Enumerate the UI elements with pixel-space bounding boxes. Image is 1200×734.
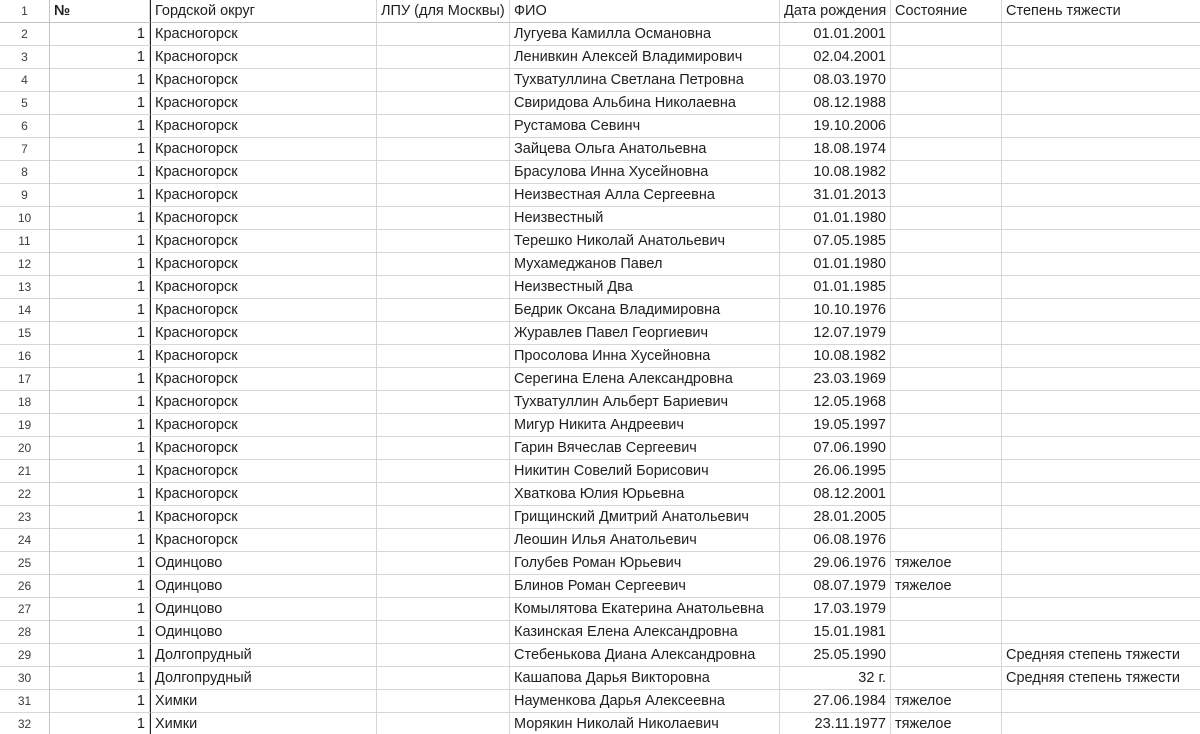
cell-state[interactable] xyxy=(891,276,1002,299)
cell-no[interactable]: 1 xyxy=(50,391,150,414)
cell-okrug[interactable]: Красногорск xyxy=(150,138,377,161)
cell-lpu[interactable] xyxy=(377,460,510,483)
cell-state[interactable]: тяжелое xyxy=(891,690,1002,713)
cell-okrug[interactable]: Долгопрудный xyxy=(150,644,377,667)
row-number[interactable]: 22 xyxy=(0,483,50,506)
cell-state[interactable] xyxy=(891,644,1002,667)
cell-okrug[interactable]: Долгопрудный xyxy=(150,667,377,690)
row-number[interactable]: 18 xyxy=(0,391,50,414)
cell-dob[interactable]: 27.06.1984 xyxy=(780,690,891,713)
cell-fio[interactable]: Брасулова Инна Хусейновна xyxy=(510,161,780,184)
table-row xyxy=(0,69,1200,92)
cell-no[interactable]: 1 xyxy=(50,368,150,391)
header-cell-dob[interactable]: Дата рождения xyxy=(780,0,891,23)
row-number[interactable]: 1 xyxy=(0,0,50,23)
cell-state[interactable] xyxy=(891,368,1002,391)
cell-lpu[interactable] xyxy=(377,690,510,713)
cell-state[interactable] xyxy=(891,345,1002,368)
cell-no[interactable]: 1 xyxy=(50,414,150,437)
cell-state[interactable] xyxy=(891,184,1002,207)
table-row xyxy=(0,690,1200,713)
cell-okrug[interactable]: Красногорск xyxy=(150,345,377,368)
cell-no[interactable]: 1 xyxy=(50,46,150,69)
cell-lpu[interactable] xyxy=(377,322,510,345)
table-row xyxy=(0,437,1200,460)
cell-lpu[interactable] xyxy=(377,414,510,437)
cell-state[interactable] xyxy=(891,437,1002,460)
cell-fio[interactable]: Кашапова Дарья Викторовна xyxy=(510,667,780,690)
cell-okrug[interactable]: Красногорск xyxy=(150,506,377,529)
cell-severity[interactable] xyxy=(1002,276,1200,299)
row-number[interactable]: 14 xyxy=(0,299,50,322)
cell-lpu[interactable] xyxy=(377,483,510,506)
table-row xyxy=(0,575,1200,598)
cell-severity[interactable] xyxy=(1002,184,1200,207)
cell-no[interactable]: 1 xyxy=(50,23,150,46)
table-row xyxy=(0,184,1200,207)
cell-state[interactable] xyxy=(891,299,1002,322)
cell-lpu[interactable] xyxy=(377,345,510,368)
row-number[interactable]: 5 xyxy=(0,92,50,115)
row-number[interactable]: 30 xyxy=(0,667,50,690)
cell-fio[interactable]: Науменкова Дарья Алексеевна xyxy=(510,690,780,713)
table-row xyxy=(0,345,1200,368)
cell-lpu[interactable] xyxy=(377,713,510,734)
cell-okrug[interactable]: Красногорск xyxy=(150,299,377,322)
cell-okrug[interactable]: Красногорск xyxy=(150,322,377,345)
row-number[interactable]: 32 xyxy=(0,713,50,734)
table-row xyxy=(0,391,1200,414)
cell-no[interactable]: 1 xyxy=(50,69,150,92)
cell-lpu[interactable] xyxy=(377,552,510,575)
table-row xyxy=(0,713,1200,734)
cell-no[interactable]: 1 xyxy=(50,713,150,734)
cell-no[interactable]: 1 xyxy=(50,575,150,598)
cell-dob[interactable]: 31.01.2013 xyxy=(780,184,891,207)
row-number[interactable]: 29 xyxy=(0,644,50,667)
cell-severity[interactable] xyxy=(1002,115,1200,138)
cell-state[interactable] xyxy=(891,506,1002,529)
cell-dob[interactable]: 07.05.1985 xyxy=(780,230,891,253)
cell-fio[interactable]: Свиридова Альбина Николаевна xyxy=(510,92,780,115)
cell-okrug[interactable]: Красногорск xyxy=(150,414,377,437)
cell-fio[interactable]: Хваткова Юлия Юрьевна xyxy=(510,483,780,506)
cell-dob[interactable]: 17.03.1979 xyxy=(780,598,891,621)
cell-severity[interactable] xyxy=(1002,23,1200,46)
cell-severity[interactable] xyxy=(1002,161,1200,184)
cell-dob[interactable]: 12.05.1968 xyxy=(780,391,891,414)
table-row xyxy=(0,230,1200,253)
cell-state[interactable] xyxy=(891,138,1002,161)
cell-okrug[interactable]: Красногорск xyxy=(150,230,377,253)
cell-state[interactable] xyxy=(891,391,1002,414)
row-number[interactable]: 4 xyxy=(0,69,50,92)
cell-severity[interactable] xyxy=(1002,690,1200,713)
cell-lpu[interactable] xyxy=(377,644,510,667)
cell-no[interactable]: 1 xyxy=(50,529,150,552)
row-number[interactable]: 11 xyxy=(0,230,50,253)
table-row xyxy=(0,92,1200,115)
cell-fio[interactable]: Неизвестный xyxy=(510,207,780,230)
cell-state[interactable] xyxy=(891,23,1002,46)
cell-lpu[interactable] xyxy=(377,253,510,276)
table-row xyxy=(0,529,1200,552)
cell-severity[interactable] xyxy=(1002,391,1200,414)
cell-no[interactable]: 1 xyxy=(50,115,150,138)
cell-okrug[interactable]: Красногорск xyxy=(150,115,377,138)
row-number[interactable]: 2 xyxy=(0,23,50,46)
cell-dob[interactable]: 08.12.2001 xyxy=(780,483,891,506)
cell-state[interactable] xyxy=(891,92,1002,115)
cell-severity[interactable] xyxy=(1002,69,1200,92)
cell-fio[interactable]: Мигур Никита Андреевич xyxy=(510,414,780,437)
cell-lpu[interactable] xyxy=(377,161,510,184)
cell-severity[interactable] xyxy=(1002,414,1200,437)
cell-lpu[interactable] xyxy=(377,621,510,644)
cell-fio[interactable]: Леошин Илья Анатольевич xyxy=(510,529,780,552)
cell-okrug[interactable]: Красногорск xyxy=(150,253,377,276)
cell-lpu[interactable] xyxy=(377,437,510,460)
cell-lpu[interactable] xyxy=(377,598,510,621)
cell-lpu[interactable] xyxy=(377,391,510,414)
table-row xyxy=(0,207,1200,230)
cell-severity[interactable] xyxy=(1002,483,1200,506)
cell-no[interactable]: 1 xyxy=(50,667,150,690)
cell-okrug[interactable]: Одинцово xyxy=(150,598,377,621)
cell-okrug[interactable]: Химки xyxy=(150,690,377,713)
cell-fio[interactable]: Терешко Николай Анатольевич xyxy=(510,230,780,253)
cell-no[interactable]: 1 xyxy=(50,276,150,299)
cell-dob[interactable]: 25.05.1990 xyxy=(780,644,891,667)
cell-no[interactable]: 1 xyxy=(50,552,150,575)
table-row xyxy=(0,598,1200,621)
header-cell-no[interactable]: № xyxy=(50,0,150,23)
cell-okrug[interactable]: Красногорск xyxy=(150,460,377,483)
cell-state[interactable] xyxy=(891,253,1002,276)
cell-severity[interactable] xyxy=(1002,46,1200,69)
cell-severity[interactable]: Средняя степень тяжести xyxy=(1002,667,1200,690)
cell-dob[interactable]: 01.01.1980 xyxy=(780,253,891,276)
cell-fio[interactable]: Тухватуллин Альберт Бариевич xyxy=(510,391,780,414)
row-number[interactable]: 27 xyxy=(0,598,50,621)
cell-fio[interactable]: Неизвестная Алла Сергеевна xyxy=(510,184,780,207)
cell-fio[interactable]: Морякин Николай Николаевич xyxy=(510,713,780,734)
cell-lpu[interactable] xyxy=(377,23,510,46)
cell-state[interactable] xyxy=(891,69,1002,92)
cell-dob[interactable]: 02.04.2001 xyxy=(780,46,891,69)
header-row xyxy=(0,0,1200,23)
cell-state[interactable] xyxy=(891,322,1002,345)
cell-severity[interactable] xyxy=(1002,299,1200,322)
header-cell-okrug[interactable]: Гордской округ xyxy=(150,0,377,23)
cell-fio[interactable]: Казинская Елена Александровна xyxy=(510,621,780,644)
cell-no[interactable]: 1 xyxy=(50,690,150,713)
cell-okrug[interactable]: Красногорск xyxy=(150,276,377,299)
cell-no[interactable]: 1 xyxy=(50,207,150,230)
cell-dob[interactable]: 23.03.1969 xyxy=(780,368,891,391)
cell-severity[interactable] xyxy=(1002,207,1200,230)
cell-severity[interactable] xyxy=(1002,506,1200,529)
cell-dob[interactable]: 08.12.1988 xyxy=(780,92,891,115)
cell-severity[interactable] xyxy=(1002,368,1200,391)
cell-fio[interactable]: Тухватуллина Светлана Петровна xyxy=(510,69,780,92)
row-number[interactable]: 12 xyxy=(0,253,50,276)
cell-dob[interactable]: 26.06.1995 xyxy=(780,460,891,483)
cell-dob[interactable]: 01.01.2001 xyxy=(780,23,891,46)
cell-dob[interactable]: 12.07.1979 xyxy=(780,322,891,345)
cell-lpu[interactable] xyxy=(377,575,510,598)
table-row xyxy=(0,276,1200,299)
row-number[interactable]: 6 xyxy=(0,115,50,138)
cell-no[interactable]: 1 xyxy=(50,230,150,253)
cell-fio[interactable]: Мухамеджанов Павел xyxy=(510,253,780,276)
cell-dob[interactable]: 15.01.1981 xyxy=(780,621,891,644)
cell-severity[interactable] xyxy=(1002,138,1200,161)
cell-okrug[interactable]: Красногорск xyxy=(150,184,377,207)
cell-dob[interactable]: 08.03.1970 xyxy=(780,69,891,92)
cell-dob[interactable]: 07.06.1990 xyxy=(780,437,891,460)
cell-okrug[interactable]: Химки xyxy=(150,713,377,734)
header-cell-lpu[interactable]: ЛПУ (для Москвы) xyxy=(377,0,510,23)
cell-dob[interactable]: 23.11.1977 xyxy=(780,713,891,734)
cell-no[interactable]: 1 xyxy=(50,598,150,621)
row-number[interactable]: 31 xyxy=(0,690,50,713)
row-number[interactable]: 20 xyxy=(0,437,50,460)
cell-state[interactable] xyxy=(891,161,1002,184)
cell-state[interactable]: тяжелое xyxy=(891,552,1002,575)
table-row xyxy=(0,506,1200,529)
cell-fio[interactable]: Лугуева Камилла Османовна xyxy=(510,23,780,46)
cell-fio[interactable]: Бедрик Оксана Владимировна xyxy=(510,299,780,322)
cell-okrug[interactable]: Красногорск xyxy=(150,437,377,460)
header-cell-fio[interactable]: ФИО xyxy=(510,0,780,23)
row-number[interactable]: 25 xyxy=(0,552,50,575)
cell-severity[interactable] xyxy=(1002,253,1200,276)
cell-dob[interactable]: 19.10.2006 xyxy=(780,115,891,138)
cell-dob[interactable]: 19.05.1997 xyxy=(780,414,891,437)
cell-dob[interactable]: 10.08.1982 xyxy=(780,161,891,184)
cell-dob[interactable]: 32 г. xyxy=(780,667,891,690)
row-number[interactable]: 10 xyxy=(0,207,50,230)
cell-no[interactable]: 1 xyxy=(50,299,150,322)
cell-okrug[interactable]: Красногорск xyxy=(150,529,377,552)
cell-severity[interactable] xyxy=(1002,345,1200,368)
cell-dob[interactable]: 10.10.1976 xyxy=(780,299,891,322)
header-cell-severity[interactable]: Степень тяжести xyxy=(1002,0,1200,23)
cell-state[interactable] xyxy=(891,115,1002,138)
cell-no[interactable]: 1 xyxy=(50,621,150,644)
cell-lpu[interactable] xyxy=(377,46,510,69)
table-row xyxy=(0,644,1200,667)
table-row xyxy=(0,115,1200,138)
cell-okrug[interactable]: Красногорск xyxy=(150,368,377,391)
cell-no[interactable]: 1 xyxy=(50,506,150,529)
cell-fio[interactable]: Ленивкин Алексей Владимирович xyxy=(510,46,780,69)
row-number[interactable]: 16 xyxy=(0,345,50,368)
cell-okrug[interactable]: Красногорск xyxy=(150,69,377,92)
cell-fio[interactable]: Просолова Инна Хусейновна xyxy=(510,345,780,368)
cell-okrug[interactable]: Одинцово xyxy=(150,552,377,575)
row-number[interactable]: 17 xyxy=(0,368,50,391)
cell-severity[interactable] xyxy=(1002,552,1200,575)
table-row xyxy=(0,138,1200,161)
cell-state[interactable] xyxy=(891,207,1002,230)
table-row xyxy=(0,299,1200,322)
table-row xyxy=(0,460,1200,483)
cell-severity[interactable] xyxy=(1002,598,1200,621)
cell-severity[interactable] xyxy=(1002,460,1200,483)
cell-no[interactable]: 1 xyxy=(50,92,150,115)
cell-severity[interactable] xyxy=(1002,529,1200,552)
cell-no[interactable]: 1 xyxy=(50,161,150,184)
cell-no[interactable]: 1 xyxy=(50,322,150,345)
cell-fio[interactable]: Зайцева Ольга Анатольевна xyxy=(510,138,780,161)
row-number[interactable]: 7 xyxy=(0,138,50,161)
row-number[interactable]: 13 xyxy=(0,276,50,299)
cell-okrug[interactable]: Красногорск xyxy=(150,161,377,184)
cell-state[interactable] xyxy=(891,46,1002,69)
cell-lpu[interactable] xyxy=(377,207,510,230)
table-row xyxy=(0,161,1200,184)
cell-state[interactable]: тяжелое xyxy=(891,713,1002,734)
cell-lpu[interactable] xyxy=(377,69,510,92)
cell-fio[interactable]: Серегина Елена Александровна xyxy=(510,368,780,391)
cell-okrug[interactable]: Красногорск xyxy=(150,92,377,115)
cell-state[interactable] xyxy=(891,230,1002,253)
cell-dob[interactable]: 01.01.1985 xyxy=(780,276,891,299)
cell-lpu[interactable] xyxy=(377,138,510,161)
cell-dob[interactable]: 01.01.1980 xyxy=(780,207,891,230)
cell-okrug[interactable]: Красногорск xyxy=(150,391,377,414)
cell-no[interactable]: 1 xyxy=(50,138,150,161)
table-row xyxy=(0,23,1200,46)
table-row xyxy=(0,322,1200,345)
cell-severity[interactable] xyxy=(1002,621,1200,644)
cell-okrug[interactable]: Одинцово xyxy=(150,621,377,644)
cell-fio[interactable]: Никитин Совелий Борисович xyxy=(510,460,780,483)
table-row xyxy=(0,46,1200,69)
table-row xyxy=(0,414,1200,437)
table-row xyxy=(0,483,1200,506)
cell-no[interactable]: 1 xyxy=(50,345,150,368)
cell-lpu[interactable] xyxy=(377,506,510,529)
table-row xyxy=(0,368,1200,391)
cell-okrug[interactable]: Красногорск xyxy=(150,483,377,506)
cell-dob[interactable]: 10.08.1982 xyxy=(780,345,891,368)
table-row xyxy=(0,621,1200,644)
cell-fio[interactable]: Блинов Роман Сергеевич xyxy=(510,575,780,598)
cell-lpu[interactable] xyxy=(377,184,510,207)
cell-state[interactable] xyxy=(891,598,1002,621)
cell-no[interactable]: 1 xyxy=(50,483,150,506)
cell-okrug[interactable]: Красногорск xyxy=(150,46,377,69)
table-row xyxy=(0,253,1200,276)
cell-dob[interactable]: 08.07.1979 xyxy=(780,575,891,598)
cell-lpu[interactable] xyxy=(377,667,510,690)
cell-lpu[interactable] xyxy=(377,276,510,299)
row-number[interactable]: 15 xyxy=(0,322,50,345)
cell-severity[interactable] xyxy=(1002,575,1200,598)
cell-okrug[interactable]: Красногорск xyxy=(150,207,377,230)
cell-fio[interactable]: Журавлев Павел Георгиевич xyxy=(510,322,780,345)
cell-lpu[interactable] xyxy=(377,230,510,253)
cell-fio[interactable]: Комылятова Екатерина Анатольевна xyxy=(510,598,780,621)
table-row xyxy=(0,552,1200,575)
cell-severity[interactable] xyxy=(1002,437,1200,460)
cell-lpu[interactable] xyxy=(377,115,510,138)
cell-okrug[interactable]: Одинцово xyxy=(150,575,377,598)
row-number[interactable]: 19 xyxy=(0,414,50,437)
cell-no[interactable]: 1 xyxy=(50,437,150,460)
cell-severity[interactable]: Средняя степень тяжести xyxy=(1002,644,1200,667)
cell-dob[interactable]: 18.08.1974 xyxy=(780,138,891,161)
row-number[interactable]: 21 xyxy=(0,460,50,483)
cell-fio[interactable]: Рустамова Севинч xyxy=(510,115,780,138)
cell-severity[interactable] xyxy=(1002,322,1200,345)
row-number[interactable]: 26 xyxy=(0,575,50,598)
table-row xyxy=(0,667,1200,690)
row-number[interactable]: 24 xyxy=(0,529,50,552)
cell-state[interactable] xyxy=(891,667,1002,690)
cell-lpu[interactable] xyxy=(377,299,510,322)
cell-fio[interactable]: Стебенькова Диана Александровна xyxy=(510,644,780,667)
cell-no[interactable]: 1 xyxy=(50,460,150,483)
header-cell-state[interactable]: Состояние xyxy=(891,0,1002,23)
row-number[interactable]: 3 xyxy=(0,46,50,69)
cell-state[interactable] xyxy=(891,483,1002,506)
cell-fio[interactable]: Гарин Вячеслав Сергеевич xyxy=(510,437,780,460)
cell-fio[interactable]: Голубев Роман Юрьевич xyxy=(510,552,780,575)
cell-no[interactable]: 1 xyxy=(50,644,150,667)
cell-fio[interactable]: Неизвестный Два xyxy=(510,276,780,299)
cell-severity[interactable] xyxy=(1002,230,1200,253)
cell-lpu[interactable] xyxy=(377,368,510,391)
cell-no[interactable]: 1 xyxy=(50,253,150,276)
cell-dob[interactable]: 28.01.2005 xyxy=(780,506,891,529)
cell-state[interactable]: тяжелое xyxy=(891,575,1002,598)
cell-lpu[interactable] xyxy=(377,92,510,115)
row-number[interactable]: 8 xyxy=(0,161,50,184)
cell-okrug[interactable]: Красногорск xyxy=(150,23,377,46)
row-number[interactable]: 23 xyxy=(0,506,50,529)
row-number[interactable]: 28 xyxy=(0,621,50,644)
cell-dob[interactable]: 06.08.1976 xyxy=(780,529,891,552)
cell-state[interactable] xyxy=(891,529,1002,552)
cell-no[interactable]: 1 xyxy=(50,184,150,207)
row-number[interactable]: 9 xyxy=(0,184,50,207)
cell-severity[interactable] xyxy=(1002,713,1200,734)
cell-severity[interactable] xyxy=(1002,92,1200,115)
cell-lpu[interactable] xyxy=(377,529,510,552)
cell-state[interactable] xyxy=(891,460,1002,483)
cell-fio[interactable]: Грищинский Дмитрий Анатольевич xyxy=(510,506,780,529)
cell-state[interactable] xyxy=(891,414,1002,437)
cell-state[interactable] xyxy=(891,621,1002,644)
cell-dob[interactable]: 29.06.1976 xyxy=(780,552,891,575)
